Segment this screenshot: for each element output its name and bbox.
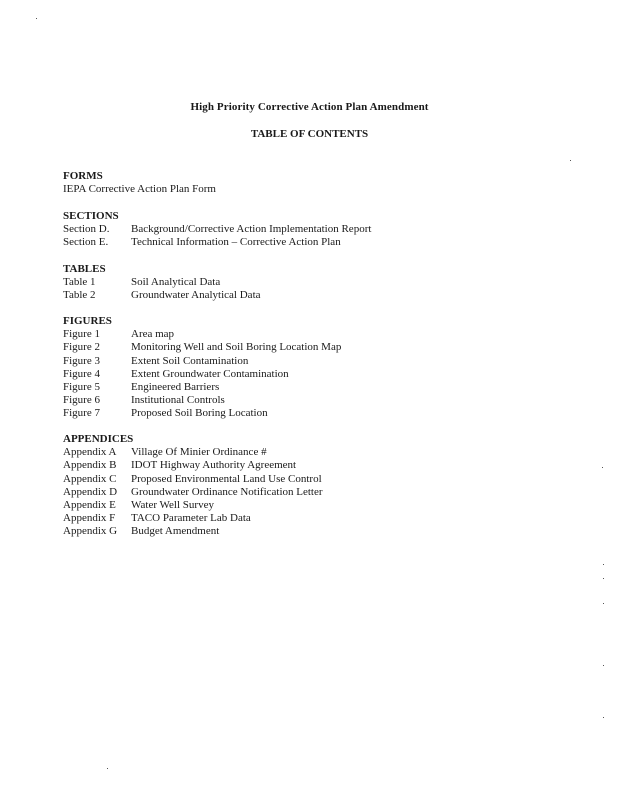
toc-entry-desc: Technical Information – Corrective Action Plan bbox=[131, 236, 341, 249]
scan-speck bbox=[603, 564, 604, 565]
toc-entry bbox=[63, 381, 341, 394]
toc-entry-label: Table 2 bbox=[63, 289, 96, 302]
toc-entry-label: Section E. bbox=[63, 236, 109, 249]
toc-entry-label: Figure 7 bbox=[63, 407, 100, 420]
toc-entry-label: Section D. bbox=[63, 223, 110, 236]
forms-heading: FORMS bbox=[63, 170, 103, 182]
tables-section bbox=[63, 263, 261, 303]
toc-entry bbox=[63, 341, 341, 354]
appendices-heading: APPENDICES bbox=[63, 433, 134, 445]
toc-entry-label: Figure 2 bbox=[63, 341, 100, 354]
toc-entry-desc: Monitoring Well and Soil Boring Location Map bbox=[131, 341, 342, 354]
toc-entry-label: Appendix B bbox=[63, 459, 117, 472]
forms-section bbox=[63, 170, 216, 196]
toc-entry-desc: Budget Amendment bbox=[131, 525, 220, 538]
document-title: High Priority Corrective Action Plan Amendment bbox=[190, 101, 429, 113]
toc-entry-desc: IDOT Highway Authority Agreement bbox=[131, 459, 297, 472]
toc-entry-label: Appendix D bbox=[63, 485, 118, 498]
scan-speck bbox=[602, 467, 603, 468]
scan-speck bbox=[603, 578, 604, 579]
scan-speck bbox=[570, 160, 571, 161]
toc-entry bbox=[63, 512, 323, 525]
toc-entry-desc: Extent Groundwater Contamination bbox=[131, 367, 289, 380]
toc-entry bbox=[63, 486, 323, 499]
toc-entry-label: Figure 1 bbox=[63, 328, 100, 341]
toc-entry bbox=[63, 446, 323, 459]
sections-heading: SECTIONS bbox=[63, 210, 119, 222]
scan-speck bbox=[107, 768, 108, 769]
toc-entry-desc: Soil Analytical Data bbox=[131, 276, 221, 289]
appendices-section bbox=[63, 433, 323, 539]
toc-entry bbox=[63, 355, 341, 368]
toc-entry bbox=[63, 276, 261, 289]
toc-entry bbox=[63, 473, 323, 486]
toc-entry-desc: Background/Corrective Action Implementation Report bbox=[131, 223, 372, 236]
toc-entry bbox=[63, 236, 371, 249]
toc-heading: TABLE OF CONTENTS bbox=[250, 128, 369, 140]
forms-item: IEPA Corrective Action Plan Form bbox=[63, 183, 216, 196]
scan-speck bbox=[36, 18, 37, 19]
toc-entry-label: Appendix G bbox=[63, 525, 118, 538]
figures-heading: FIGURES bbox=[63, 315, 112, 327]
toc-entry-label: Appendix E bbox=[63, 499, 116, 512]
toc-entry-desc: TACO Parameter Lab Data bbox=[131, 512, 251, 525]
toc-entry-desc: Water Well Survey bbox=[131, 499, 214, 512]
toc-entry bbox=[63, 459, 323, 472]
toc-entry bbox=[63, 407, 341, 420]
toc-entry-label: Figure 5 bbox=[63, 381, 100, 394]
scan-speck bbox=[603, 717, 604, 718]
figures-section bbox=[63, 315, 341, 421]
toc-entry-desc: Extent Soil Contamination bbox=[131, 354, 249, 367]
toc-entry bbox=[63, 328, 341, 341]
toc-entry-desc: Groundwater Analytical Data bbox=[131, 289, 261, 302]
toc-entry-label: Appendix C bbox=[63, 472, 117, 485]
toc-entry-desc: Groundwater Ordinance Notification Letter bbox=[131, 485, 323, 498]
scan-speck bbox=[603, 665, 604, 666]
scan-speck bbox=[603, 603, 604, 604]
sections-section bbox=[63, 210, 371, 250]
toc-entry-label: Appendix A bbox=[63, 446, 117, 459]
toc-entry bbox=[63, 368, 341, 381]
toc-entry-label: Table 1 bbox=[63, 276, 96, 289]
toc-entry-desc: Proposed Environmental Land Use Control bbox=[131, 472, 322, 485]
toc-entry bbox=[63, 525, 323, 538]
toc-entry-label: Figure 4 bbox=[63, 367, 100, 380]
toc-entry-desc: Institutional Controls bbox=[131, 394, 225, 407]
toc-entry bbox=[63, 223, 371, 236]
toc-entry-label: Appendix F bbox=[63, 512, 116, 525]
toc-entry-desc: Area map bbox=[131, 328, 175, 341]
toc-entry bbox=[63, 394, 341, 407]
toc-entry bbox=[63, 499, 323, 512]
toc-entry-desc: Proposed Soil Boring Location bbox=[131, 407, 268, 420]
toc-entry-label: Figure 6 bbox=[63, 394, 100, 407]
tables-heading: TABLES bbox=[63, 263, 106, 275]
toc-entry bbox=[63, 289, 261, 302]
toc-entry-desc: Engineered Barriers bbox=[131, 381, 220, 394]
toc-entry-desc: Village Of Minier Ordinance # bbox=[131, 446, 267, 459]
toc-entry-label: Figure 3 bbox=[63, 354, 100, 367]
